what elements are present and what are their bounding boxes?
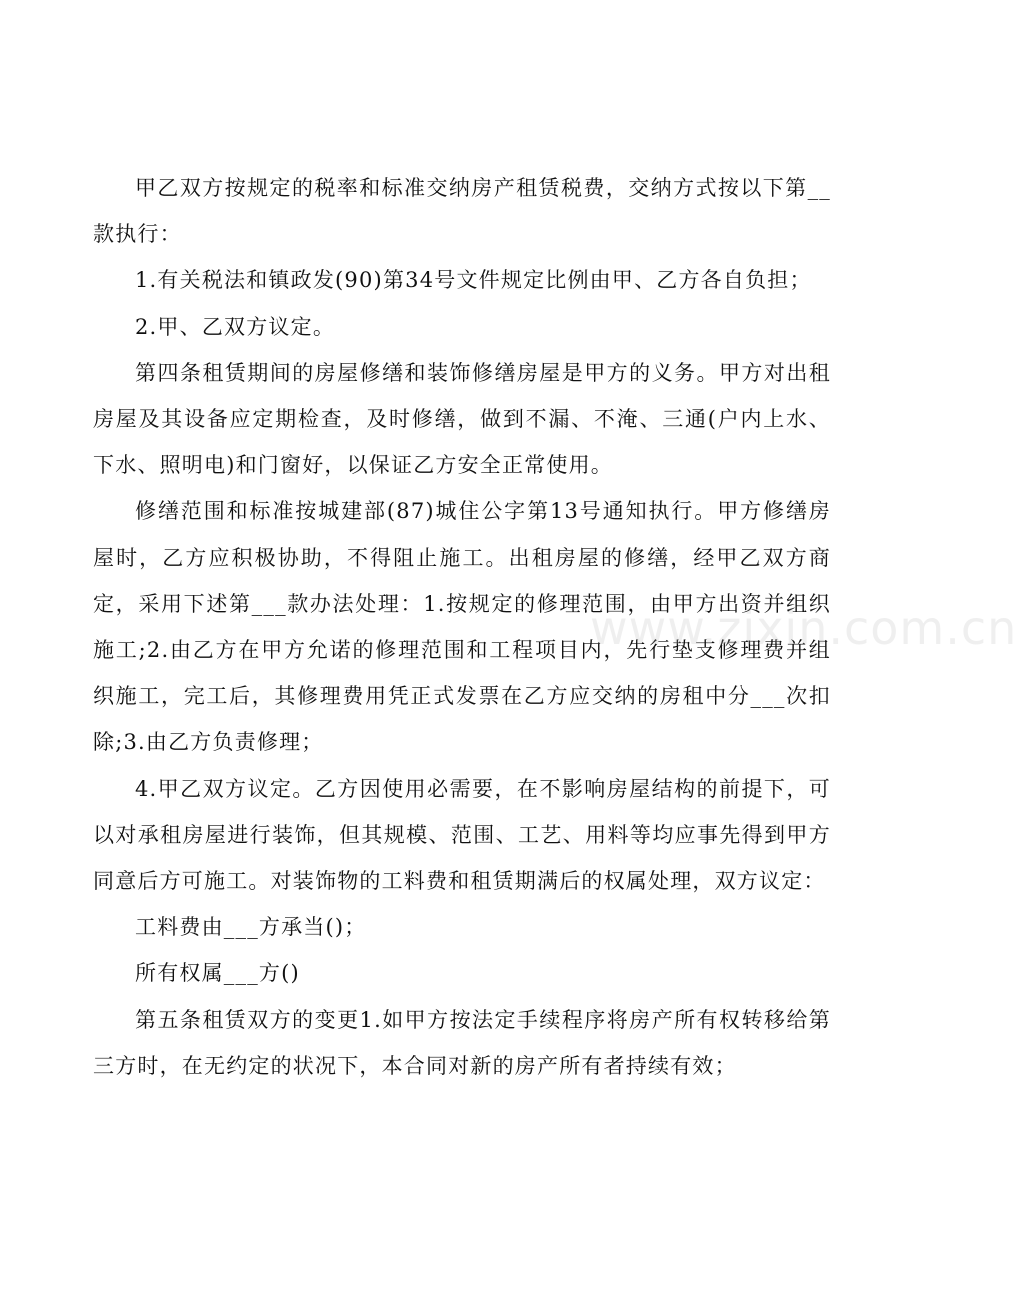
document-body: [93, 165, 831, 1089]
paragraph-article-4: 第四条租赁期间的房屋修缮和装饰修缮房屋是甲方的义务。甲方对出租房屋及其设备应定期检查，及时修缮，做到不漏、不淹、三通(户内上水、下水、照明电)和门窗好，以保证乙方安全正常使用。: [93, 360, 831, 478]
paragraph-material-cost: 工料费由___方承当()；: [135, 915, 367, 940]
paragraph-decoration: 4.甲乙双方议定。乙方因使用必需要，在不影响房屋结构的前提下，可以对承租房屋进行装饰，但其规模、范围、工艺、用料等均应事先得到甲方同意后方可施工。对装饰物的工料费和租赁期满后的权属处理，双方议定：: [93, 776, 831, 894]
paragraph-tax-payment: 甲乙双方按规定的税率和标准交纳房产租赁税费，交纳方式按以下第__款执行：: [93, 176, 831, 247]
paragraph-repair-scope: 修缮范围和标准按城建部(87)城住公字第13号通知执行。甲方修缮房屋时，乙方应积极协助，不得阻止施工。出租房屋的修缮，经甲乙双方商定，采用下述第___款办法处理：1.按规定的修理范围，由甲方出资并组织施工;2.由乙方在甲方允诺的修理范围和工程项目内，先行垫支修理费并组织施工，完工后，其修理费用凭正式发票在乙方应交纳的房租中分___次扣除;3.由乙方负责修理；: [93, 499, 831, 755]
paragraph-article-5: 第五条租赁双方的变更1.如甲方按法定手续程序将房产所有权转移给第三方时，在无约定的状况下，本合同对新的房产所有者持续有效；: [93, 1007, 831, 1078]
paragraph-ownership: 所有权属___方(): [135, 961, 300, 986]
watermark: www.zixin.com.cn: [590, 601, 1017, 655]
paragraph-tax-option-2: 2.甲、乙双方议定。: [135, 314, 336, 339]
paragraph-tax-option-1: 1.有关税法和镇政发(90)第34号文件规定比例由甲、乙方各自负担；: [135, 268, 812, 293]
